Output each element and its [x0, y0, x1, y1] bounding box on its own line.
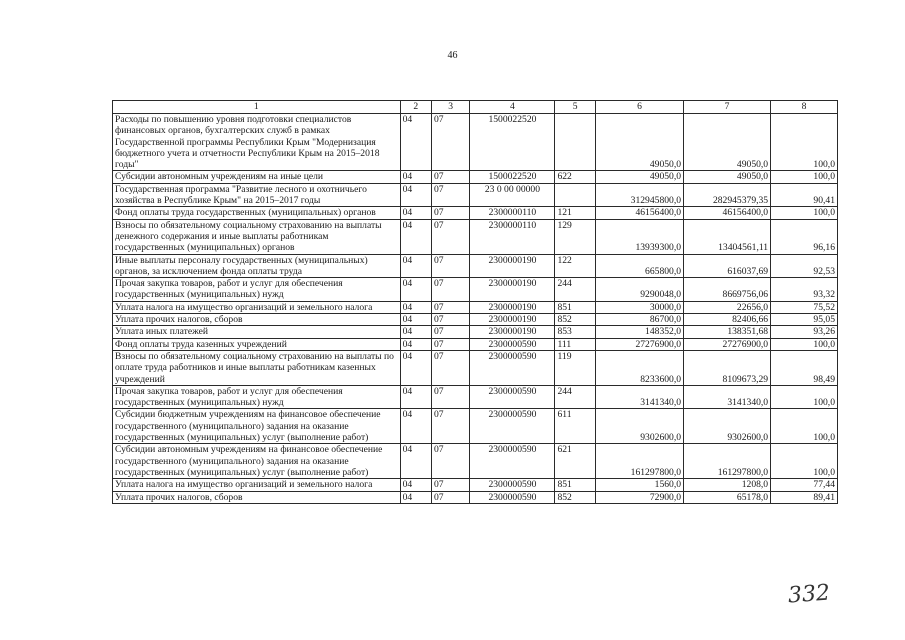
row-target-article: 2300000590 [470, 479, 555, 491]
row-actual-amount: 282945379,35 [684, 183, 771, 207]
row-subsection: 07 [431, 207, 469, 219]
row-expense-type: 122 [555, 254, 596, 278]
row-percent: 100,0 [771, 207, 838, 219]
row-section: 04 [400, 338, 431, 350]
row-target-article: 2300000110 [470, 219, 555, 254]
row-plan-amount: 665800,0 [595, 254, 683, 278]
row-target-article: 2300000590 [470, 444, 555, 479]
row-percent: 95,05 [771, 314, 838, 326]
row-subsection: 07 [431, 350, 469, 385]
row-target-article: 2300000590 [470, 385, 555, 409]
row-description: Субсидии автономным учреждениям на финансовое обеспечение государственного (муниципального) задания на оказание государственных (муниципальных) услуг (выполнение работ) [113, 444, 401, 479]
row-expense-type: 611 [555, 409, 596, 444]
row-plan-amount: 9290048,0 [595, 278, 683, 302]
row-actual-amount: 49050,0 [684, 171, 771, 183]
row-target-article: 2300000590 [470, 491, 555, 503]
column-header-4: 4 [470, 101, 555, 114]
row-actual-amount: 22656,0 [684, 301, 771, 313]
row-description: Уплата прочих налогов, сборов [113, 314, 401, 326]
row-plan-amount: 161297800,0 [595, 444, 683, 479]
row-actual-amount: 138351,68 [684, 326, 771, 338]
row-section: 04 [400, 385, 431, 409]
row-section: 04 [400, 219, 431, 254]
row-section: 04 [400, 183, 431, 207]
row-percent: 98,49 [771, 350, 838, 385]
row-target-article: 2300000190 [470, 314, 555, 326]
row-expense-type: 853 [555, 326, 596, 338]
row-section: 04 [400, 409, 431, 444]
table-row [113, 171, 838, 183]
row-target-article: 2300000190 [470, 326, 555, 338]
row-target-article: 1500022520 [470, 171, 555, 183]
table-row [113, 409, 838, 444]
row-description: Государственная программа "Развитие лесного и охотничьего хозяйства в Республике Крым" на 2015–2017 годы [113, 183, 401, 207]
row-description: Иные выплаты персоналу государственных (муниципальных) органов, за исключением фонда оплаты труда [113, 254, 401, 278]
row-actual-amount: 27276900,0 [684, 338, 771, 350]
row-actual-amount: 1208,0 [684, 479, 771, 491]
row-expense-type: 121 [555, 207, 596, 219]
column-header-3: 3 [431, 101, 469, 114]
row-section: 04 [400, 314, 431, 326]
row-plan-amount: 8233600,0 [595, 350, 683, 385]
row-subsection: 07 [431, 491, 469, 503]
row-subsection: 07 [431, 314, 469, 326]
table-row [113, 314, 838, 326]
row-expense-type [555, 114, 596, 171]
header-row [113, 101, 838, 114]
row-subsection: 07 [431, 338, 469, 350]
row-actual-amount: 8669756,06 [684, 278, 771, 302]
row-plan-amount: 9302600,0 [595, 409, 683, 444]
row-subsection: 07 [431, 301, 469, 313]
row-actual-amount: 3141340,0 [684, 385, 771, 409]
row-target-article: 2300000190 [470, 254, 555, 278]
row-plan-amount: 86700,0 [595, 314, 683, 326]
row-percent: 100,0 [771, 114, 838, 171]
row-subsection: 07 [431, 409, 469, 444]
row-percent: 89,41 [771, 491, 838, 503]
row-actual-amount: 46156400,0 [684, 207, 771, 219]
row-subsection: 07 [431, 326, 469, 338]
row-description: Прочая закупка товаров, работ и услуг для обеспечения государственных (муниципальных) нужд [113, 278, 401, 302]
row-expense-type: 111 [555, 338, 596, 350]
row-target-article: 23 0 00 00000 [470, 183, 555, 207]
table-body [113, 114, 838, 504]
row-plan-amount: 49050,0 [595, 171, 683, 183]
table-row [113, 491, 838, 503]
row-expense-type: 621 [555, 444, 596, 479]
row-actual-amount: 49050,0 [684, 114, 771, 171]
budget-table [112, 100, 838, 504]
row-description: Взносы по обязательному социальному страхованию на выплаты по оплате труда работников и иные выплаты работникам казенных учреждений [113, 350, 401, 385]
page-number: 46 [447, 50, 458, 61]
row-percent: 93,26 [771, 326, 838, 338]
row-plan-amount: 46156400,0 [595, 207, 683, 219]
row-plan-amount: 13939300,0 [595, 219, 683, 254]
row-percent: 100,0 [771, 385, 838, 409]
row-description: Расходы по повышению уровня подготовки специалистов финансовых органов, бухгалтерских служб в рамках Государственной программы Республики Крым "Модернизация бюджетного учета и отчетности Республики Крым на 2015–2018 годы" [113, 114, 401, 171]
row-target-article: 2300000190 [470, 301, 555, 313]
row-subsection: 07 [431, 171, 469, 183]
table-row [113, 254, 838, 278]
row-section: 04 [400, 479, 431, 491]
table-row [113, 219, 838, 254]
row-actual-amount: 161297800,0 [684, 444, 771, 479]
row-expense-type: 129 [555, 219, 596, 254]
row-description: Уплата налога на имущество организаций и земельного налога [113, 479, 401, 491]
row-expense-type: 244 [555, 278, 596, 302]
table-row [113, 114, 838, 171]
row-percent: 100,0 [771, 409, 838, 444]
row-target-article: 2300000110 [470, 207, 555, 219]
row-plan-amount: 3141340,0 [595, 385, 683, 409]
row-subsection: 07 [431, 479, 469, 491]
row-target-article: 2300000590 [470, 409, 555, 444]
row-actual-amount: 13404561,11 [684, 219, 771, 254]
table-row [113, 444, 838, 479]
row-description: Взносы по обязательному социальному страхованию на выплаты денежного содержания и иные выплаты работникам государственных (муниципальных) органов [113, 219, 401, 254]
row-actual-amount: 82406,66 [684, 314, 771, 326]
row-subsection: 07 [431, 444, 469, 479]
row-actual-amount: 8109673,29 [684, 350, 771, 385]
row-plan-amount: 312945800,0 [595, 183, 683, 207]
column-header-1: 1 [113, 101, 401, 114]
row-plan-amount: 148352,0 [595, 326, 683, 338]
table-row [113, 350, 838, 385]
table-row [113, 301, 838, 313]
table-row [113, 278, 838, 302]
column-header-8: 8 [771, 101, 838, 114]
row-percent: 100,0 [771, 171, 838, 183]
row-expense-type: 851 [555, 479, 596, 491]
row-description: Уплата иных платежей [113, 326, 401, 338]
table-header [113, 101, 838, 114]
row-percent: 96,16 [771, 219, 838, 254]
row-target-article: 2300000590 [470, 338, 555, 350]
row-percent: 100,0 [771, 338, 838, 350]
row-actual-amount: 65178,0 [684, 491, 771, 503]
row-expense-type: 852 [555, 491, 596, 503]
row-plan-amount: 27276900,0 [595, 338, 683, 350]
row-subsection: 07 [431, 114, 469, 171]
column-header-7: 7 [684, 101, 771, 114]
column-header-6: 6 [595, 101, 683, 114]
row-description: Субсидии автономным учреждениям на иные цели [113, 171, 401, 183]
row-section: 04 [400, 491, 431, 503]
handwritten-number: 332 [787, 580, 831, 609]
row-percent: 93,32 [771, 278, 838, 302]
row-expense-type [555, 183, 596, 207]
row-plan-amount: 30000,0 [595, 301, 683, 313]
table-row [113, 479, 838, 491]
table-row [113, 207, 838, 219]
row-percent: 75,52 [771, 301, 838, 313]
row-description: Прочая закупка товаров, работ и услуг для обеспечения государственных (муниципальных) нужд [113, 385, 401, 409]
table-row [113, 326, 838, 338]
row-subsection: 07 [431, 278, 469, 302]
row-subsection: 07 [431, 385, 469, 409]
row-expense-type: 119 [555, 350, 596, 385]
row-description: Уплата прочих налогов, сборов [113, 491, 401, 503]
row-plan-amount: 49050,0 [595, 114, 683, 171]
row-section: 04 [400, 171, 431, 183]
row-section: 04 [400, 278, 431, 302]
row-percent: 90,41 [771, 183, 838, 207]
row-section: 04 [400, 207, 431, 219]
row-expense-type: 851 [555, 301, 596, 313]
row-expense-type: 852 [555, 314, 596, 326]
table-row [113, 183, 838, 207]
row-target-article: 2300000190 [470, 278, 555, 302]
row-expense-type: 244 [555, 385, 596, 409]
row-target-article: 2300000590 [470, 350, 555, 385]
row-actual-amount: 616037,69 [684, 254, 771, 278]
row-description: Субсидии бюджетным учреждениям на финансовое обеспечение государственного (муниципального) задания на оказание государственных (муниципальных) услуг (выполнение работ) [113, 409, 401, 444]
row-section: 04 [400, 254, 431, 278]
row-percent: 100,0 [771, 444, 838, 479]
column-header-2: 2 [400, 101, 431, 114]
row-section: 04 [400, 301, 431, 313]
row-actual-amount: 9302600,0 [684, 409, 771, 444]
table-row [113, 385, 838, 409]
row-subsection: 07 [431, 254, 469, 278]
row-section: 04 [400, 444, 431, 479]
row-section: 04 [400, 326, 431, 338]
row-description: Фонд оплаты труда казенных учреждений [113, 338, 401, 350]
row-target-article: 1500022520 [470, 114, 555, 171]
column-header-5: 5 [555, 101, 596, 114]
row-section: 04 [400, 350, 431, 385]
row-expense-type: 622 [555, 171, 596, 183]
row-percent: 92,53 [771, 254, 838, 278]
row-section: 04 [400, 114, 431, 171]
row-description: Фонд оплаты труда государственных (муниципальных) органов [113, 207, 401, 219]
row-percent: 77,44 [771, 479, 838, 491]
table-row [113, 338, 838, 350]
row-subsection: 07 [431, 219, 469, 254]
row-subsection: 07 [431, 183, 469, 207]
row-plan-amount: 1560,0 [595, 479, 683, 491]
row-description: Уплата налога на имущество организаций и земельного налога [113, 301, 401, 313]
row-plan-amount: 72900,0 [595, 491, 683, 503]
